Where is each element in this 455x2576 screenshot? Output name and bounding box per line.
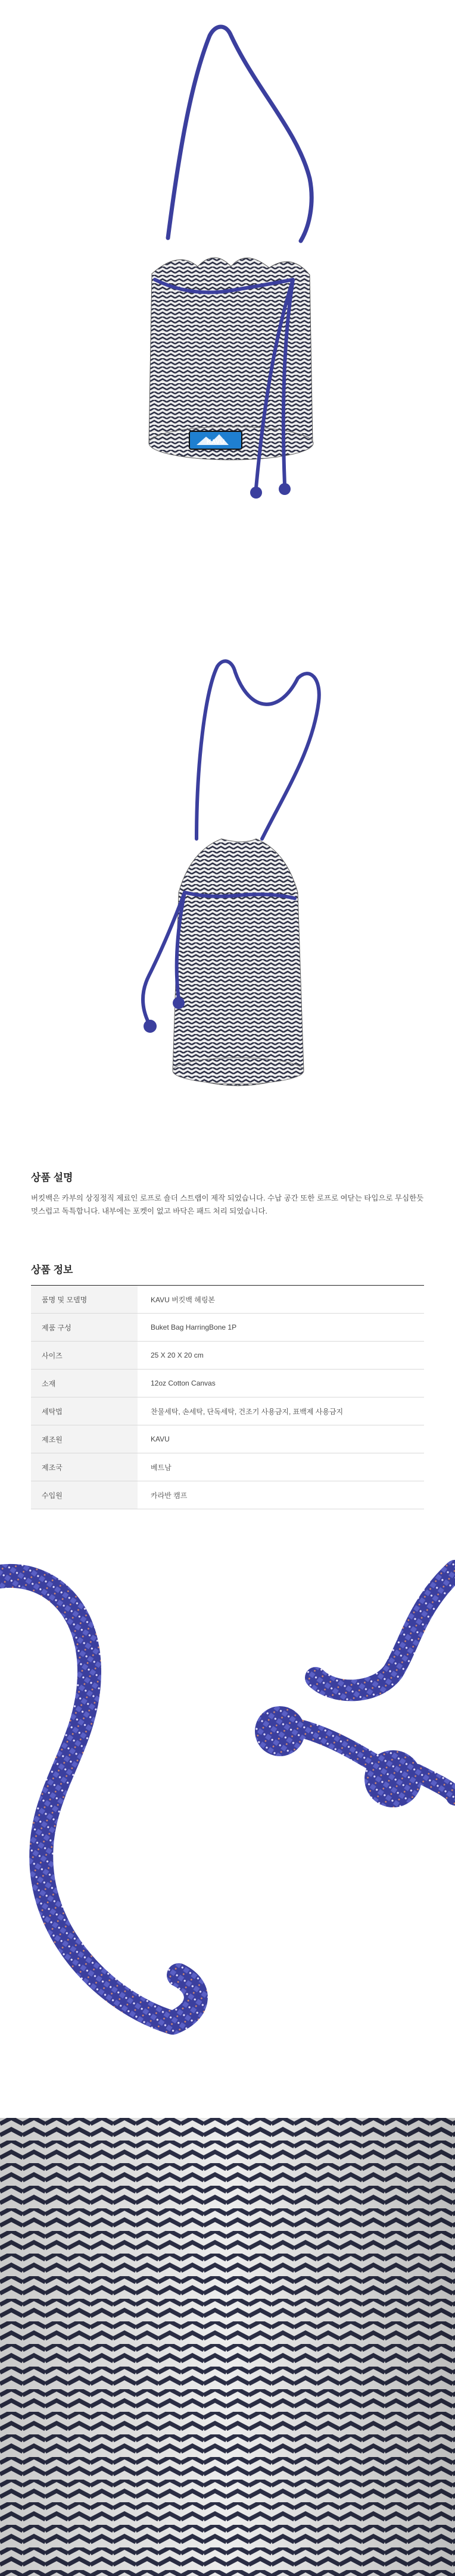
row-value: 25 X 20 X 20 cm: [151, 1351, 204, 1359]
row-label: 제품 구성: [31, 1314, 138, 1342]
brand-label-text: KAVU: [206, 438, 225, 446]
product-info-title: 상품 정보: [31, 1264, 73, 1276]
row-value: 카라반 캠프: [151, 1491, 188, 1500]
row-value: KAVU: [151, 1435, 170, 1443]
table-row: [31, 1453, 424, 1481]
row-value: Buket Bag HarringBone 1P: [151, 1323, 237, 1331]
table-row: [31, 1314, 424, 1342]
row-label: 세탁법: [31, 1397, 138, 1425]
rope-strap: [168, 27, 311, 241]
rope-detail-photo: [0, 1535, 455, 2106]
table-row: [31, 1481, 424, 1509]
row-label: 수입원: [31, 1481, 138, 1509]
table-row: [31, 1370, 424, 1397]
product-photo-side: [0, 643, 455, 1154]
bag-body: [173, 839, 304, 1086]
row-label: 품명 및 모델명: [31, 1286, 138, 1314]
product-photo-front: [0, 0, 455, 571]
rope-strap: [197, 661, 319, 839]
row-value: 찬물세탁, 손세탁, 단독세탁, 건조기 사용금지, 표백제 사용금지: [151, 1407, 344, 1416]
description-title: 상품 설명: [31, 1172, 73, 1183]
table-row: [31, 1342, 424, 1370]
table-row: [31, 1397, 424, 1425]
row-value: 베트남: [151, 1463, 172, 1472]
brand-label: [189, 431, 242, 449]
product-info-table: [31, 1285, 424, 1509]
table-row: [31, 1286, 424, 1314]
row-label: 제조국: [31, 1453, 138, 1481]
row-label: 소재: [31, 1370, 138, 1397]
description-body: 버킷백은 카부의 상징정직 제료인 로프로 숄더 스트랩이 제작 되었습니다. 수납 공간 또한 로프로 여닫는 타입으로 무심한듯 멋스럽고 독특합니다. 내부에는 포켓이 없고 바닥은 패드 처리 되었습니다.: [31, 1194, 424, 1215]
row-value: KAVU 버킷백 헤링본: [151, 1295, 216, 1304]
table-row: [31, 1425, 424, 1453]
row-label: 사이즈: [31, 1342, 138, 1370]
row-label: 제조원: [31, 1425, 138, 1453]
row-value: 12oz Cotton Canvas: [151, 1379, 216, 1387]
fabric-detail-photo: [0, 2118, 455, 2576]
